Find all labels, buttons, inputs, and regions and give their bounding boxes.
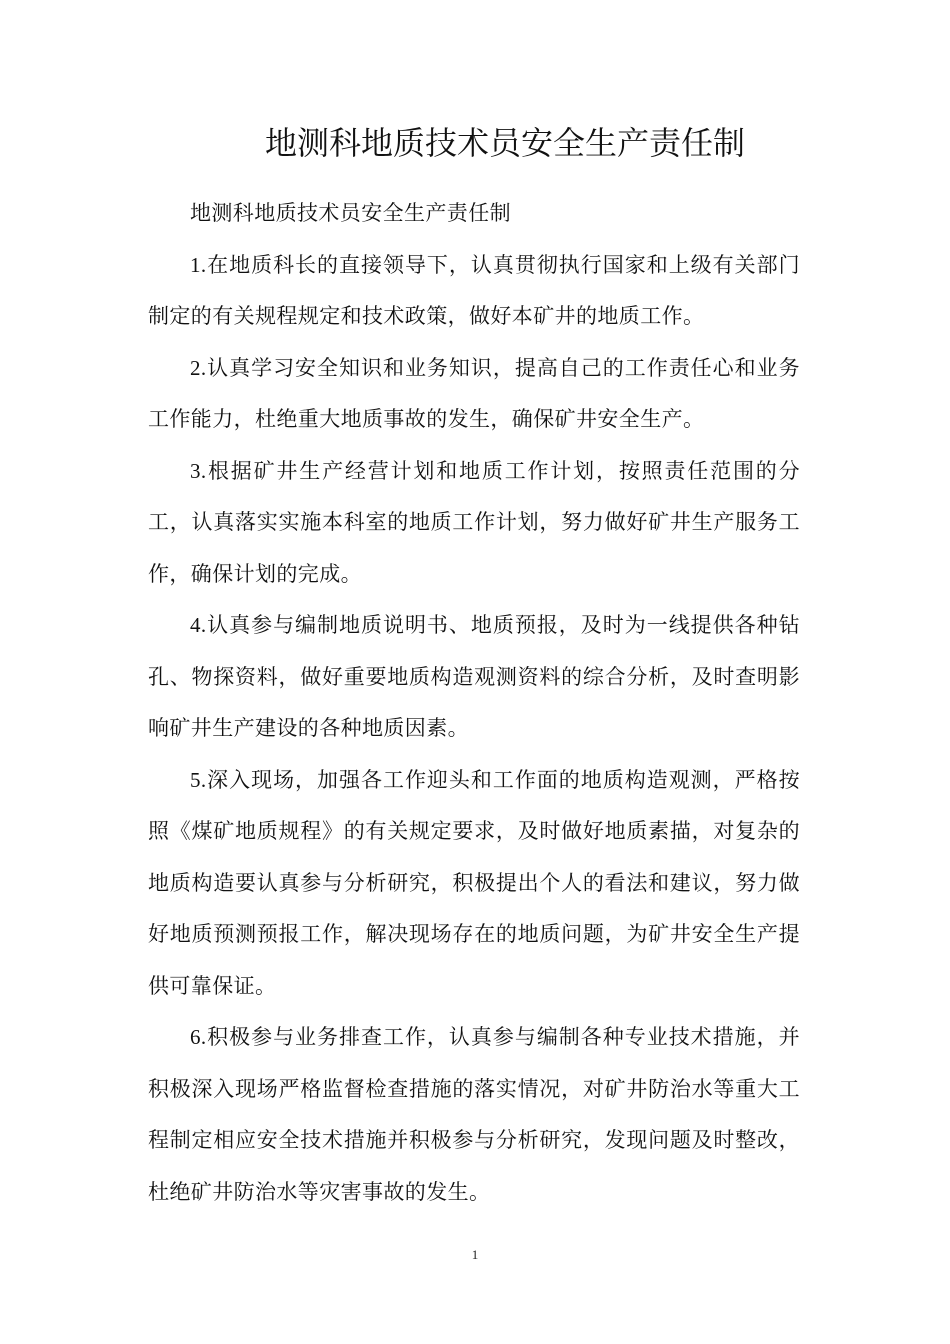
clause-paragraph bbox=[148, 600, 800, 755]
clause-paragraph bbox=[148, 446, 800, 601]
clause-paragraph bbox=[148, 755, 800, 1013]
clause-number: 6. bbox=[190, 1025, 207, 1049]
clause-number: 3. bbox=[190, 458, 207, 483]
clause-number: 4. bbox=[190, 613, 207, 637]
clause-text: 认真参与编制地质说明书、地质预报，及时为一线提供各种钻孔、物探资料，做好重要地质构造观测资料的综合分析，及时查明影响矿井生产建设的各种地质因素。 bbox=[148, 613, 800, 740]
document-title: 地测科地质技术员安全生产责任制 bbox=[264, 124, 745, 162]
clause-paragraph bbox=[148, 240, 800, 343]
document-body bbox=[148, 188, 800, 1218]
clause-text: 在地质科长的直接领导下，认真贯彻执行国家和上级有关部门制定的有关规程规定和技术政策，做好本矿井的地质工作。 bbox=[148, 252, 800, 328]
clause-text: 深入现场，加强各工作迎头和工作面的地质构造观测，严格按照《煤矿地质规程》的有关规定要求，及时做好地质素描，对复杂的地质构造要认真参与分析研究，积极提出个人的看法和建议，努力做好地质预测预报工作，解决现场存在的地质问题，为矿井安全生产提供可靠保证。 bbox=[148, 767, 800, 998]
clause-number: 5. bbox=[190, 767, 207, 792]
clause-text: 认真学习安全知识和业务知识，提高自己的工作责任心和业务工作能力，杜绝重大地质事故的发生，确保矿井安全生产。 bbox=[148, 355, 800, 431]
page-number: 1 bbox=[471, 1247, 479, 1262]
clause-paragraph bbox=[148, 1012, 800, 1218]
clause-number: 1. bbox=[190, 252, 207, 277]
clause-paragraph bbox=[148, 343, 800, 446]
clause-number: 2. bbox=[190, 355, 207, 380]
document-subtitle: 地测科地质技术员安全生产责任制 bbox=[190, 201, 511, 225]
clause-text: 积极参与业务排查工作，认真参与编制各种专业技术措施，并积极深入现场严格监督检查措施的落实情况，对矿井防治水等重大工程制定相应安全技术措施并积极参与分析研究，发现问题及时整改，杜绝矿井防治水等灾害事故的发生。 bbox=[148, 1025, 800, 1204]
clause-text: 根据矿井生产经营计划和地质工作计划，按照责任范围的分工，认真落实实施本科室的地质工作计划，努力做好矿井生产服务工作，确保计划的完成。 bbox=[148, 458, 800, 586]
